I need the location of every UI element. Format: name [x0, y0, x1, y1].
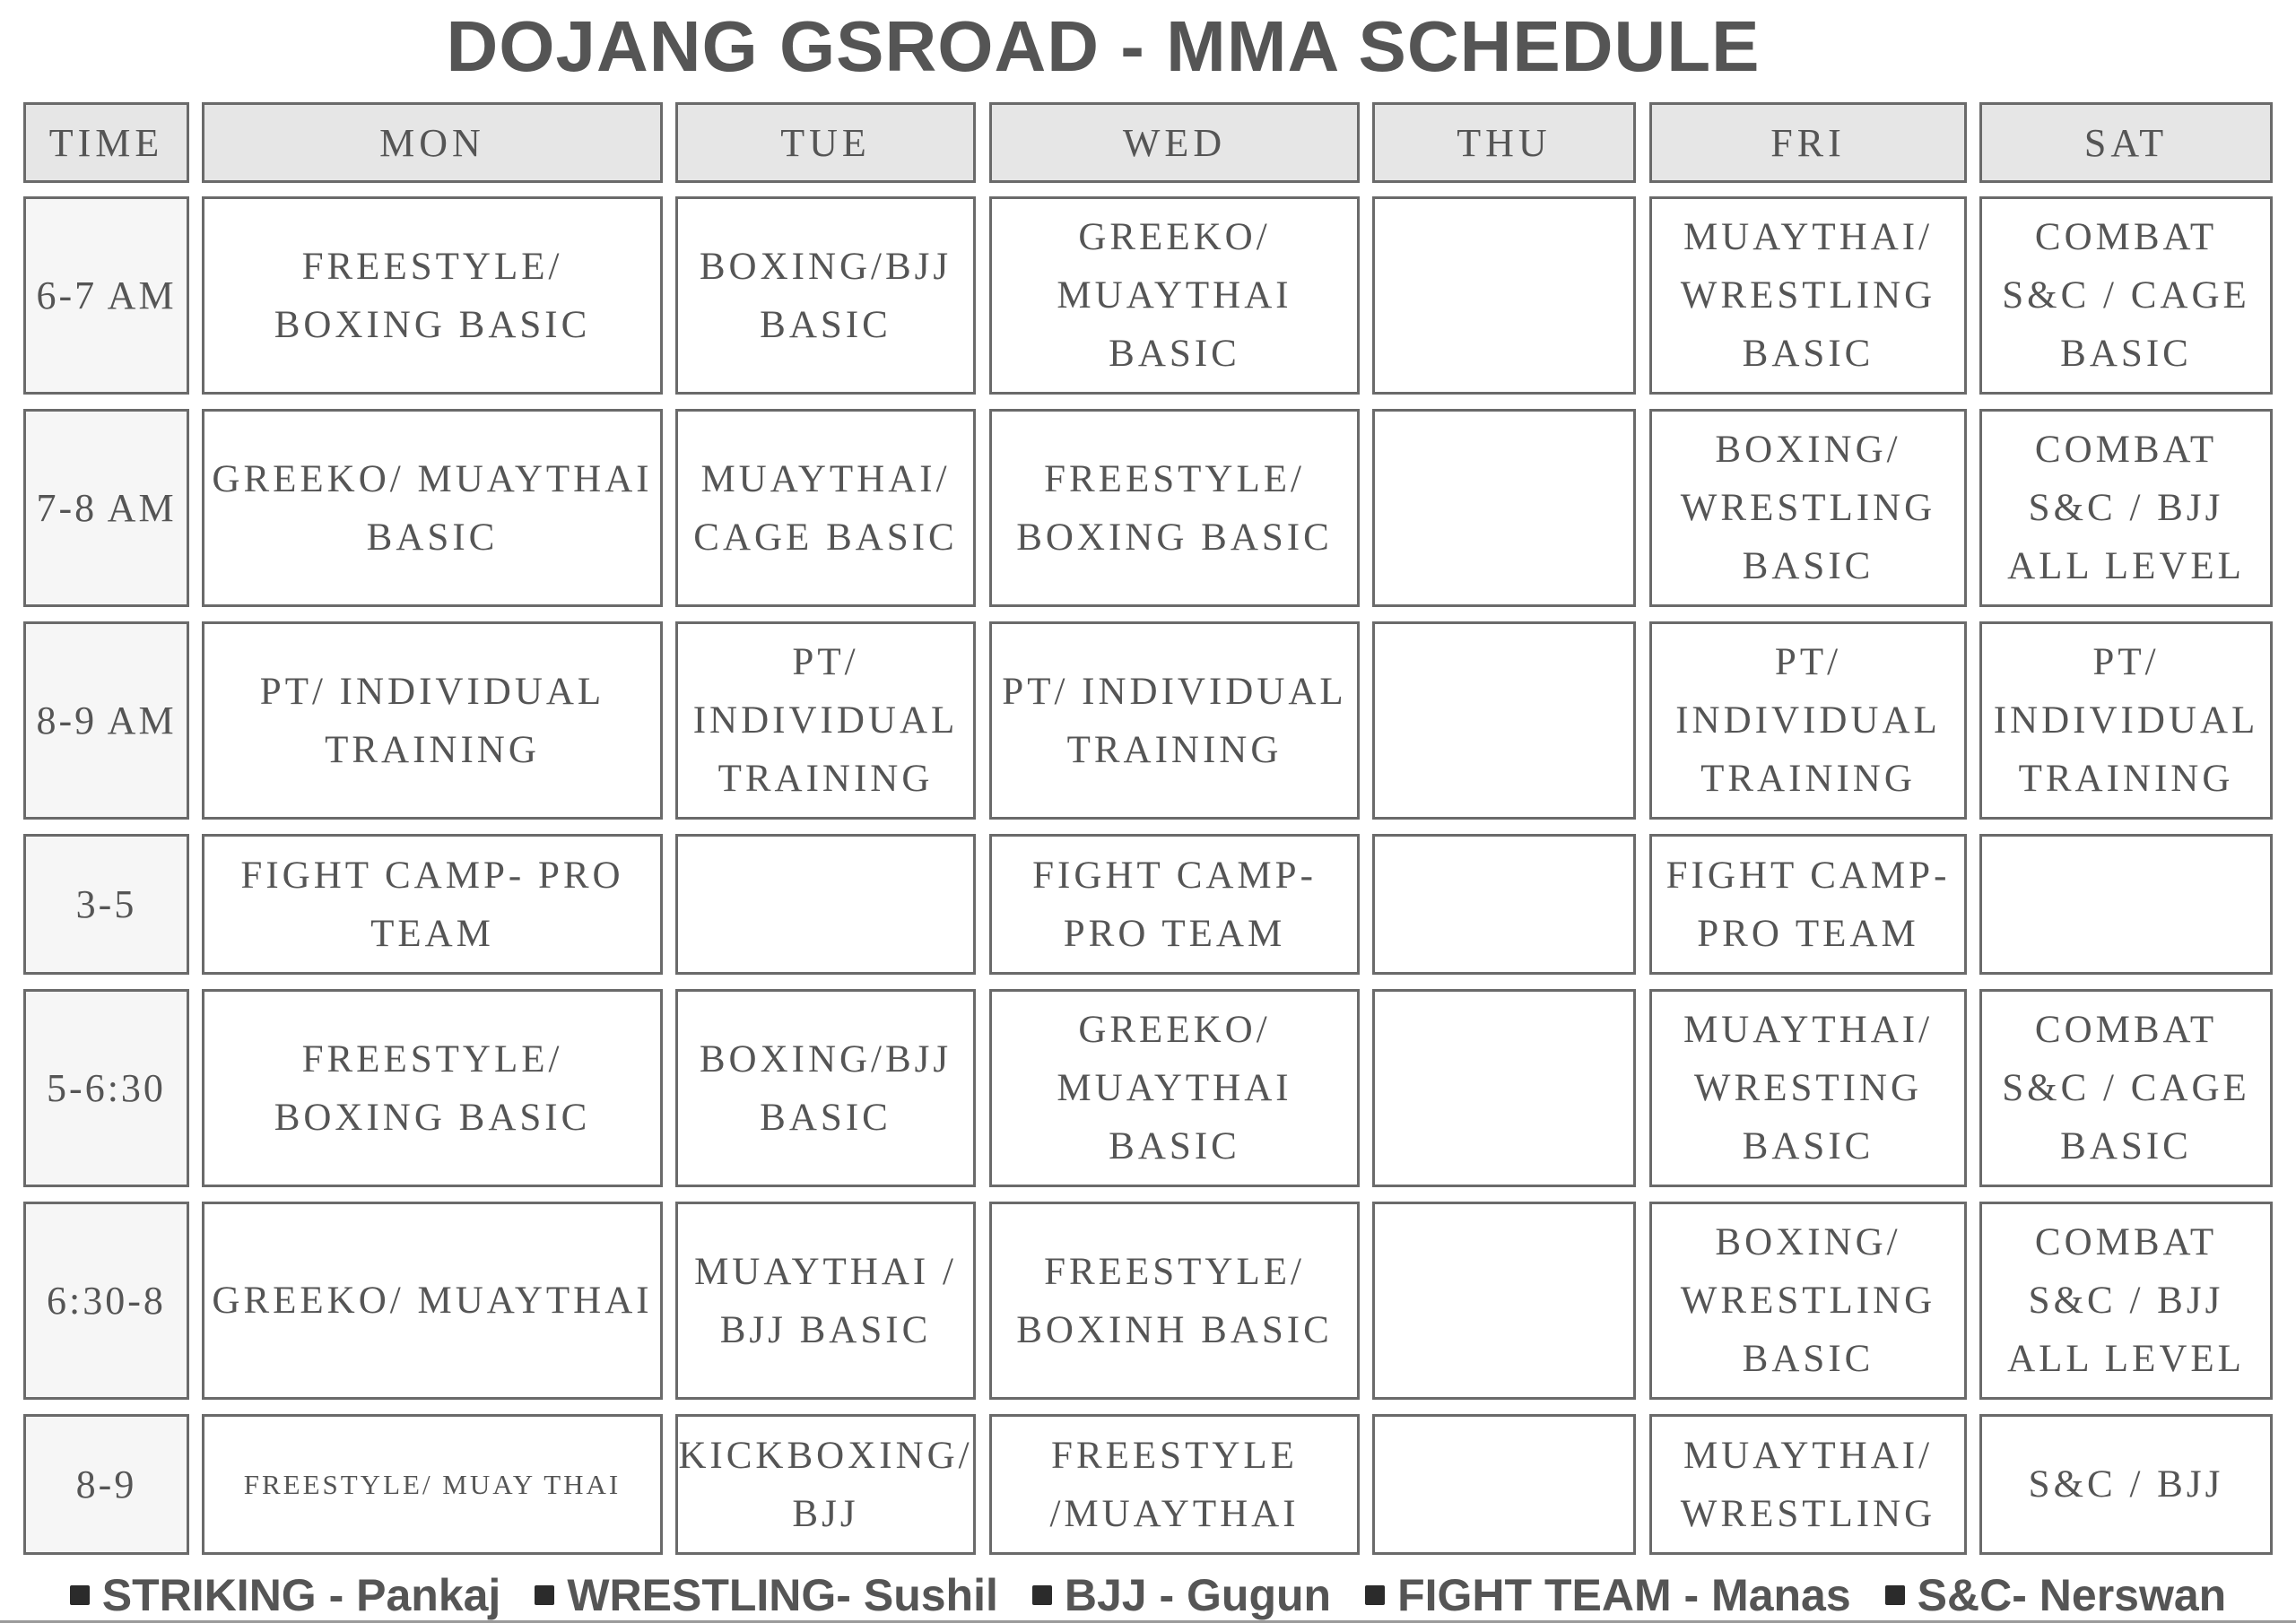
class-cell-wed: FREESTYLE/ BOXING BASIC: [989, 409, 1360, 607]
legend-label: S&C- Nerswan: [1917, 1570, 2227, 1620]
header-wed: WED: [989, 102, 1360, 183]
class-cell-wed: FREESTYLE /MUAYTHAI: [989, 1414, 1360, 1555]
time-slot: 7-8 AM: [23, 409, 189, 607]
class-cell-tue: BOXING/BJJ BASIC: [675, 989, 976, 1187]
class-cell-mon: FIGHT CAMP- PRO TEAM: [202, 834, 663, 975]
legend-square-icon: [1885, 1585, 1905, 1605]
class-cell-sat: COMBAT S&C / BJJ ALL LEVEL: [1979, 1202, 2273, 1400]
class-cell-sat: COMBAT S&C / CAGE BASIC: [1979, 196, 2273, 395]
legend-square-icon: [535, 1585, 554, 1605]
header-mon: MON: [202, 102, 663, 183]
class-cell-fri: BOXING/ WRESTLING BASIC: [1649, 409, 1967, 607]
class-cell-sat: S&C / BJJ: [1979, 1414, 2273, 1555]
class-cell-fri: MUAYTHAI/ WRESTING BASIC: [1649, 989, 1967, 1187]
time-slot: 6:30-8: [23, 1202, 189, 1400]
class-cell-wed: PT/ INDIVIDUAL TRAINING: [989, 621, 1360, 820]
legend-item-snc: [1885, 1569, 2227, 1621]
class-cell-fri: MUAYTHAI/ WRESTLING BASIC: [1649, 196, 1967, 395]
header-sat: SAT: [1979, 102, 2273, 183]
coach-legend: [0, 1567, 2296, 1623]
legend-label: BJJ - Gugun: [1064, 1570, 1332, 1620]
class-cell-tue: MUAYTHAI / BJJ BASIC: [675, 1202, 976, 1400]
legend-label: FIGHT TEAM - Manas: [1397, 1570, 1851, 1620]
class-cell-mon: GREEKO/ MUAYTHAI: [202, 1202, 663, 1400]
class-cell-thu: [1372, 196, 1636, 395]
legend-square-icon: [1032, 1585, 1052, 1605]
legend-label: WRESTLING- Sushil: [567, 1570, 998, 1620]
class-cell-fri: MUAYTHAI/ WRESTLING: [1649, 1414, 1967, 1555]
class-cell-sat: [1979, 834, 2273, 975]
legend-square-icon: [70, 1585, 90, 1605]
time-slot: 8-9: [23, 1414, 189, 1555]
schedule-title: DOJANG GSROAD - MMA SCHEDULE: [446, 6, 1761, 86]
class-cell-sat: PT/ INDIVIDUAL TRAINING: [1979, 621, 2273, 820]
class-cell-fri: FIGHT CAMP- PRO TEAM: [1649, 834, 1967, 975]
class-cell-thu: [1372, 1202, 1636, 1400]
class-cell-mon: FREESTYLE/ MUAY THAI: [202, 1414, 663, 1555]
class-cell-thu: [1372, 409, 1636, 607]
legend-item-bjj: [1032, 1569, 1331, 1621]
class-cell-mon: GREEKO/ MUAYTHAI BASIC: [202, 409, 663, 607]
class-cell-tue: BOXING/BJJ BASIC: [675, 196, 976, 395]
time-slot: 6-7 AM: [23, 196, 189, 395]
legend-item-striking: [70, 1569, 501, 1621]
time-slot: 8-9 AM: [23, 621, 189, 820]
header-time: TIME: [23, 102, 189, 183]
class-cell-wed: GREEKO/ MUAYTHAI BASIC: [989, 196, 1360, 395]
class-cell-tue: [675, 834, 976, 975]
class-cell-mon: PT/ INDIVIDUAL TRAINING: [202, 621, 663, 820]
class-cell-tue: PT/ INDIVIDUAL TRAINING: [675, 621, 976, 820]
class-cell-tue: KICKBOXING/ BJJ: [675, 1414, 976, 1555]
class-cell-thu: [1372, 989, 1636, 1187]
header-thu: THU: [1372, 102, 1636, 183]
legend-label: STRIKING - Pankaj: [101, 1570, 501, 1620]
time-slot: 3-5: [23, 834, 189, 975]
class-cell-fri: BOXING/ WRESTLING BASIC: [1649, 1202, 1967, 1400]
class-cell-mon: FREESTYLE/ BOXING BASIC: [202, 196, 663, 395]
class-cell-wed: GREEKO/ MUAYTHAI BASIC: [989, 989, 1360, 1187]
class-cell-thu: [1372, 834, 1636, 975]
class-cell-sat: COMBAT S&C / BJJ ALL LEVEL: [1979, 409, 2273, 607]
class-cell-thu: [1372, 621, 1636, 820]
class-cell-wed: FREESTYLE/ BOXINH BASIC: [989, 1202, 1360, 1400]
class-cell-wed: FIGHT CAMP- PRO TEAM: [989, 834, 1360, 975]
legend-square-icon: [1365, 1585, 1385, 1605]
header-tue: TUE: [675, 102, 976, 183]
class-cell-fri: PT/ INDIVIDUAL TRAINING: [1649, 621, 1967, 820]
legend-item-fight-team: [1365, 1569, 1851, 1621]
class-cell-tue: MUAYTHAI/ CAGE BASIC: [675, 409, 976, 607]
class-cell-thu: [1372, 1414, 1636, 1555]
time-slot: 5-6:30: [23, 989, 189, 1187]
legend-item-wrestling: [535, 1569, 998, 1621]
class-cell-mon: FREESTYLE/ BOXING BASIC: [202, 989, 663, 1187]
class-cell-sat: COMBAT S&C / CAGE BASIC: [1979, 989, 2273, 1187]
header-fri: FRI: [1649, 102, 1967, 183]
